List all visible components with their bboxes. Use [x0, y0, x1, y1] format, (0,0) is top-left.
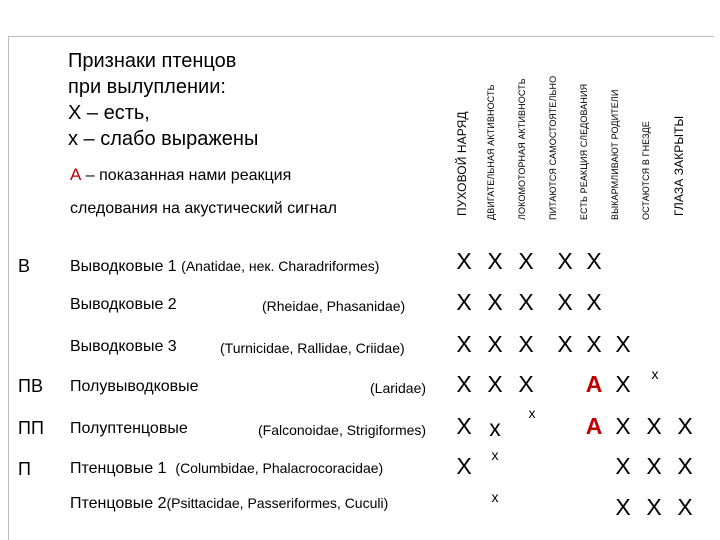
row-3-latin: (Turnicidae, Rallidae, Criidae)	[220, 340, 405, 356]
row-1-mark-locomotor: X	[518, 248, 534, 274]
row-5-mark-locomotor-weak: x	[528, 405, 536, 421]
row-7-mark-stay-in-nest: X	[646, 494, 662, 520]
row-5-mark-following-a: А	[585, 413, 603, 439]
frame-left-line	[8, 36, 9, 540]
row-5-latin: (Falconoidae, Strigiformes)	[258, 422, 427, 438]
row-6-mark-parent-feeding: X	[615, 453, 631, 479]
legend-note-line-1	[70, 165, 291, 185]
row-6-name: Птенцовые 1 (Columbidae, Phalacrocoracidae)	[70, 460, 384, 477]
row-7-mark-parent-feeding: X	[615, 494, 631, 520]
row-1-mark-motor: X	[487, 248, 503, 274]
row-7-mark-eyes-closed: X	[677, 494, 693, 520]
row-2-latin: (Rheidae, Phasanidae)	[262, 298, 406, 314]
row-5-name: Полуптенцовые	[70, 420, 188, 437]
row-2-mark-motor: X	[487, 289, 503, 315]
row-5-mark-eyes-closed: X	[677, 413, 693, 439]
title-line-2: при вылуплении:	[68, 76, 226, 98]
row-4-mark-following-a: А	[585, 371, 603, 397]
row-5-mark-motor-weak: x	[489, 415, 501, 441]
row-2-mark-self-feeding: X	[557, 289, 573, 315]
title-line-3: Х – есть,	[68, 102, 150, 124]
row-3-mark-following: X	[586, 331, 602, 357]
row-7-mark-motor-weak: x	[491, 489, 499, 505]
row-2-name: Выводковые 2	[70, 296, 177, 313]
row-4-mark-locomotor: X	[518, 371, 534, 397]
row-4-latin: (Laridae)	[370, 380, 427, 396]
row-6-mark-stay-in-nest: X	[646, 453, 662, 479]
row-2-mark-locomotor: X	[518, 289, 534, 315]
row-6-mark-motor-weak: x	[491, 447, 499, 463]
title-line-1: Признаки птенцов	[68, 50, 237, 72]
row-1-mark-down: X	[456, 248, 472, 274]
row-2-mark-following: X	[586, 289, 602, 315]
row-3-mark-self-feeding: X	[557, 331, 573, 357]
group-label-semi-precocial: ПВ	[18, 376, 43, 396]
row-3-name: Выводковые 3	[70, 338, 177, 355]
row-4-mark-down: X	[456, 371, 472, 397]
group-label-altricial: П	[18, 459, 31, 479]
row-1-mark-self-feeding: X	[557, 248, 573, 274]
row-5-mark-down: X	[456, 413, 472, 439]
row-6-mark-down: X	[456, 453, 472, 479]
row-5-mark-stay-in-nest: X	[646, 413, 662, 439]
legend-text: – показанная нами реакция	[81, 167, 292, 184]
row-3-mark-locomotor: X	[518, 331, 534, 357]
row-4-mark-parent-feeding: X	[615, 371, 631, 397]
row-6-mark-eyes-closed: X	[677, 453, 693, 479]
group-label-semi-altricial: ПП	[18, 418, 44, 438]
row-4-mark-motor: X	[487, 371, 503, 397]
row-1-mark-following: X	[586, 248, 602, 274]
row-3-mark-parent-feeding: X	[615, 331, 631, 357]
row-5-mark-parent-feeding: X	[615, 413, 631, 439]
row-3-mark-down: X	[456, 331, 472, 357]
row-7-name: Птенцовые 2(Psittacidae, Passeriformes, Cuculi)	[70, 495, 389, 512]
row-2-mark-down: X	[456, 289, 472, 315]
group-label-precocial: В	[18, 256, 31, 276]
legend-note-line-2: следования на акустический сигнал	[70, 200, 337, 217]
row-3-mark-motor: X	[487, 331, 503, 357]
frame-top-line	[8, 36, 714, 37]
title-line-4: х – слабо выражены	[68, 128, 259, 150]
row-4-mark-stay-in-nest-weak: x	[651, 366, 659, 382]
row-1-name: Выводковые 1 (Anatidae, нек. Charadriformes)	[70, 258, 380, 275]
legend-marker: А	[70, 165, 82, 184]
row-4-name: Полувыводковые	[70, 378, 199, 395]
